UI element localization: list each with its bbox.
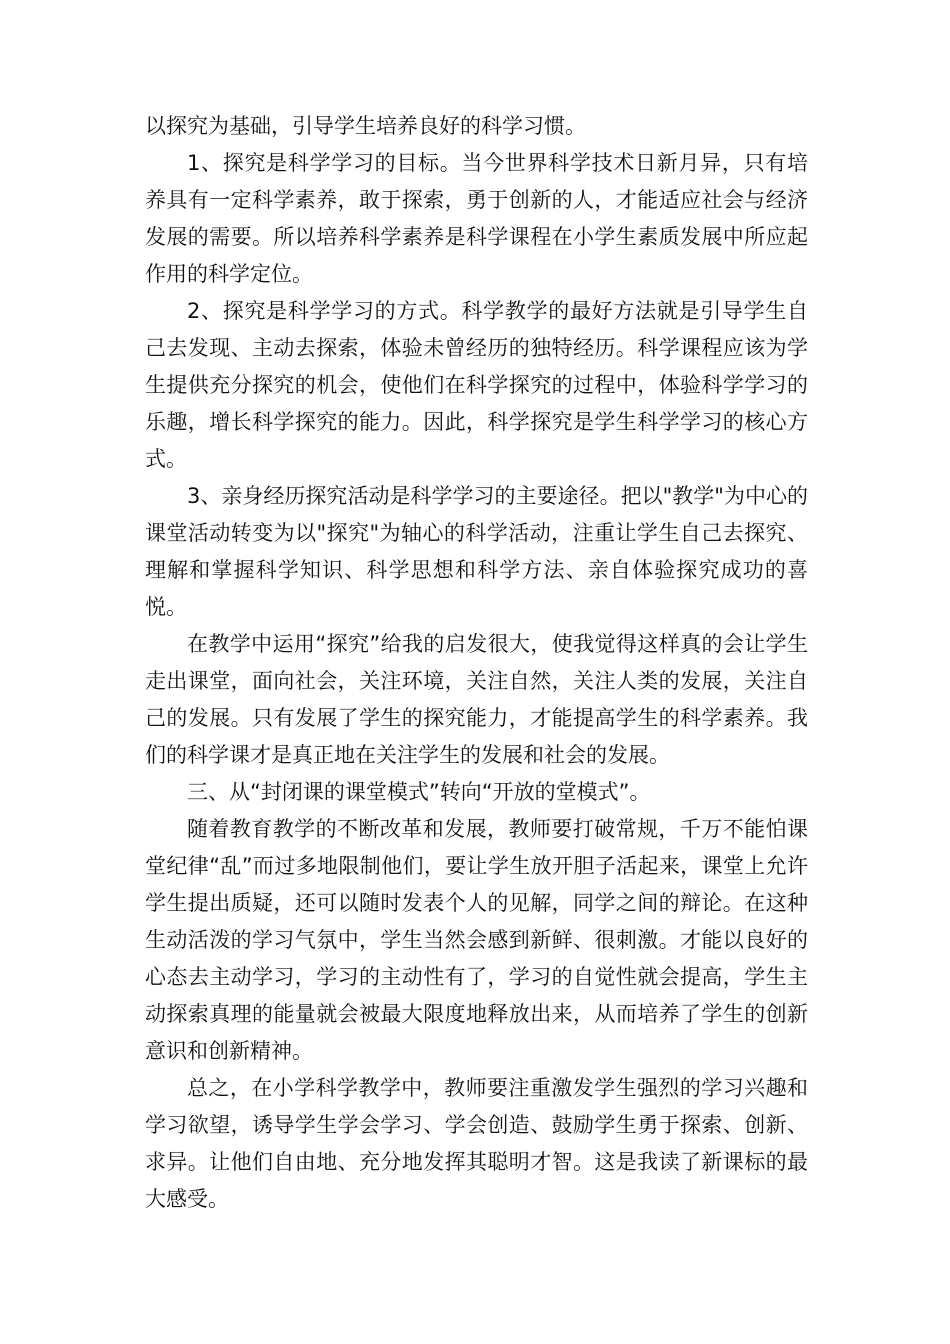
section-heading-open-classroom: 三、从“封闭课的课堂模式”转向“开放的堂模式”。 [187, 780, 651, 804]
paragraph-inquiry-method: 2、探究是科学学习的方式。科学教学的最好方法就是引导学生自己去发现、主动去探索，体验未曾经历的独特经历。科学课程应该为学生提供充分探究的机会，使他们在科学探究的过程中，体验科学学习的乐趣，增长科学探究的能力。因此，科学探究是学生科学学习的核心方式。 [145, 299, 808, 471]
paragraph-continuation: 以探究为基础，引导学生培养良好的科学习惯。 [145, 114, 586, 138]
document-page [145, 108, 808, 1218]
paragraph-teaching-inspiration: 在教学中运用“探究”给我的启发很大，使我觉得这样真的会让学生走出课堂，面向社会，关注环境，关注自然，关注人类的发展，关注自己的发展。只有发展了学生的探究能力，才能提高学生的科学素养。我们的科学课才是真正地在关注学生的发展和社会的发展。 [145, 632, 808, 767]
paragraph-inquiry-activity: 3、亲身经历探究活动是科学学习的主要途径。把以"教学"为中心的课堂活动转变为以"探究"为轴心的科学活动，注重让学生自己去探究、理解和掌握科学知识、科学思想和科学方法、亲自体验探究成功的喜悦。 [145, 484, 808, 619]
paragraph-reform: 随着教育教学的不断改革和发展，教师要打破常规，千万不能怕课堂纪律“乱”而过多地限制他们，要让学生放开胆子活起来，课堂上允许学生提出质疑，还可以随时发表个人的见解，同学之间的辩论。在这种生动活泼的学习气氛中，学生当然会感到新鲜、很刺激。才能以良好的心态去主动学习，学习的主动性有了，学习的自觉性就会提高，学生主动探索真理的能量就会被最大限度地释放出来，从而培养了学生的创新意识和创新精神。 [145, 817, 808, 1063]
paragraph-conclusion: 总之，在小学科学教学中，教师要注重激发学生强烈的学习兴趣和学习欲望，诱导学生学会学习、学会创造、鼓励学生勇于探索、创新、求异。让他们自由地、充分地发挥其聪明才智。这是我读了新课标的最大感受。 [145, 1076, 808, 1211]
paragraph-inquiry-goal: 1、探究是科学学习的目标。当今世界科学技术日新月异，只有培养具有一定科学素养，敢于探索，勇于创新的人，才能适应社会与经济发展的需要。所以培养科学素养是科学课程在小学生素质发展中所应起作用的科学定位。 [145, 151, 808, 286]
